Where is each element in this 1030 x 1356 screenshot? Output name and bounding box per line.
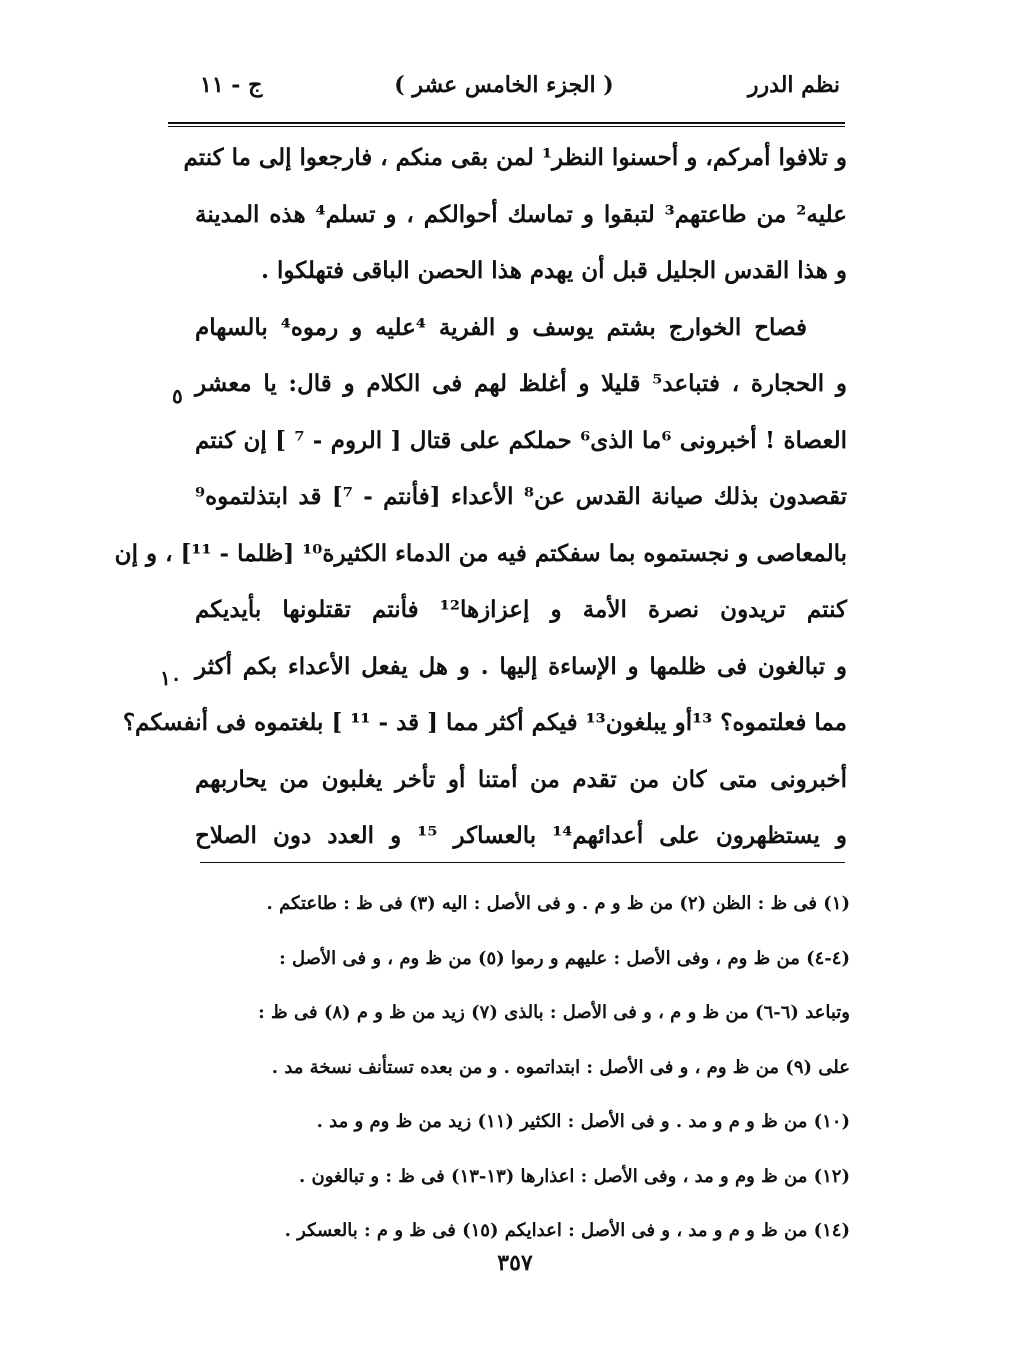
header-rule bbox=[168, 122, 845, 124]
part-title: ( الجزء الخامس عشر ) bbox=[394, 72, 614, 98]
text-line: تقصدون بذلك صيانة القدس عن⁸ الأعداء [فأنتم - ⁷] قد ابتذلتموه⁹ bbox=[195, 483, 847, 510]
text-line bbox=[195, 356, 847, 413]
text-line: فصاح الخوارج بشتم يوسف و الفرية ⁴عليه و رموه⁴ بالسهام bbox=[195, 313, 808, 341]
text-line: و تلافوا أمركم، و أحسنوا النظر¹ لمن بقى منكم ، فارجعوا إلى ما كنتم bbox=[183, 144, 847, 171]
footnote-line: (١) فى ظ : الظن (٢) من ظ و م . و فى الأصل : اليه (٣) فى ظ : طاعتكم . bbox=[266, 893, 850, 914]
footnote-line: (١٤) من ظ و م و مد ، و فى الأصل : اعدايكم (١٥) فى ظ و م : بالعسكر . bbox=[284, 1220, 850, 1241]
text-line: مما فعلتموه؟ ¹³أو يبلغون¹³ فيكم أكثر مما [ قد - ¹¹ ] بلغتموه فى أنفسكم؟ bbox=[122, 709, 847, 736]
book-title: نظم الدرر bbox=[747, 72, 840, 98]
footnote-line: (٤-٤) من ظ وم ، وفى الأصل : عليهم و رموا (٥) من ظ وم ، و فى الأصل : bbox=[279, 947, 850, 969]
footnote-line: (١٠) من ظ و م و مد . و فى الأصل : الكثير (١١) زيد من ظ وم و مد . bbox=[316, 1111, 850, 1132]
footnote-line: وتباعد (٦-٦) من ظ و م ، و فى الأصل : بالذى (٧) زيد من ظ و م (٨) فى ظ : bbox=[258, 1002, 850, 1023]
text-line: و يستظهرون على أعدائهم¹⁴ بالعساكر ¹⁵ و العدد دون الصلاح bbox=[195, 822, 847, 849]
header-rule-thin bbox=[168, 126, 845, 127]
text-line: أخبرونى متى كان من تقدم من أمتنا أو تأخر يغلبون من يحاربهم bbox=[195, 765, 847, 793]
footnotes bbox=[200, 877, 850, 1259]
text-line: العصاة ! أخبرونى ⁶ما الذى⁶ حملكم على قتال [ الروم - ⁷ ] إن كنتم bbox=[195, 426, 847, 454]
page-number: ٣٥٧ bbox=[497, 1250, 533, 1276]
footnote-line: (١٢) من ظ وم و مد ، وفى الأصل : اعذارها (١٣-١٣) فى ظ : و تبالغون . bbox=[298, 1165, 850, 1187]
volume-reference: ج - ١١ bbox=[200, 72, 263, 98]
line-number-5: ٥ bbox=[172, 384, 183, 408]
footnote-line: على (٩) من ظ وم ، و فى الأصل : ابتداتموه . و من بعده تستأنف نسخة مد . bbox=[271, 1056, 850, 1078]
text-line: و تبالغون فى ظلمها و الإساءة إليها . و هل يفعل الأعداء بكم أكثر bbox=[195, 652, 847, 680]
text-line: و هذا القدس الجليل قبل أن يهدم هذا الحصن الباقى فتهلكوا . bbox=[260, 257, 847, 284]
text-line: عليه² من طاعتهم³ لتبقوا و تماسك أحوالكم ، و تسلم⁴ هذه المدينة bbox=[195, 200, 847, 228]
text-line-content: و الحجارة ، فتباعد⁵ قليلا و أغلظ لهم فى الكلام و قال: يا معشر bbox=[195, 370, 847, 397]
text-line: بالمعاصى و نجستموه بما سفكتم فيه من الدماء الكثيرة¹⁰ [ظلما - ¹¹] ، و إن bbox=[114, 539, 847, 567]
page-header bbox=[168, 72, 840, 112]
text-line: كنتم تريدون نصرة الأمة و إعزازها¹² فأنتم تقتلونها بأيديكم bbox=[195, 596, 848, 623]
footnote-rule bbox=[200, 862, 845, 863]
line-number-10: ١٠ bbox=[160, 666, 182, 690]
